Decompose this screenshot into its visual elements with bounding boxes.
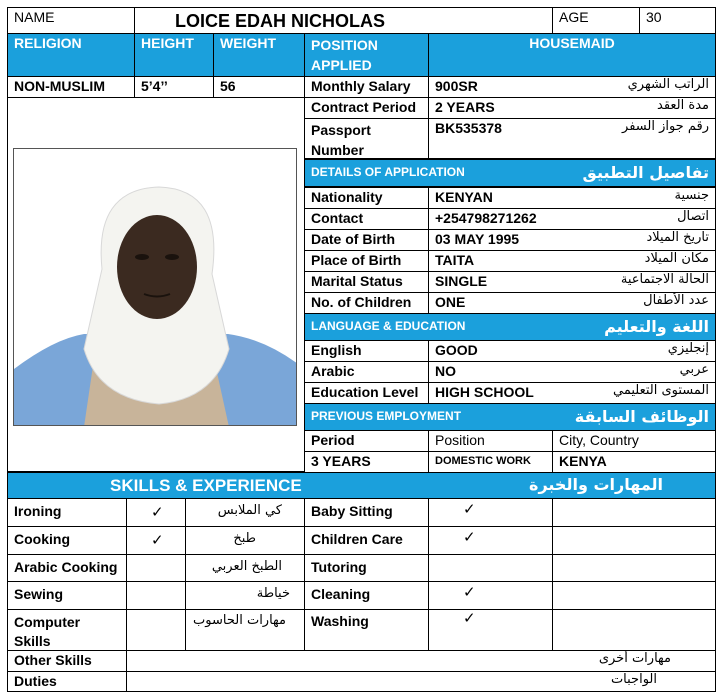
nationality-arabic-cell: جنسية xyxy=(552,187,716,209)
skills-section-header xyxy=(7,472,716,499)
skill-computer-arabic: مهارات الحاسوب xyxy=(185,609,305,651)
name-label: NAME xyxy=(14,9,55,25)
children-label-cell: No. of Children xyxy=(304,292,429,314)
skill-childrencare-extra xyxy=(552,526,716,555)
position-header-cell: Position xyxy=(428,430,553,452)
applicant-name: LOICE EDAH NICHOLAS xyxy=(175,11,386,31)
skill-cleaning-extra xyxy=(552,581,716,610)
education-arabic-cell: المستوى التعليمي xyxy=(552,382,716,404)
weight-header: WEIGHT xyxy=(213,33,305,77)
dob-value-cell: 03 MAY 1995 xyxy=(428,229,553,251)
other-skills-label: Other Skills xyxy=(7,650,127,672)
weight-value: 56 xyxy=(220,78,236,94)
skills-title: SKILLS & EXPERIENCE xyxy=(110,476,302,495)
dob-arabic-cell: تاريخ الميلاد xyxy=(552,229,716,251)
skill-ironing-arabic: كي الملابس xyxy=(185,498,305,527)
skill-cooking-check: ✓ xyxy=(126,526,186,555)
other-skills-value: مهارات أخرى xyxy=(126,650,716,672)
skill-sewing-check xyxy=(126,581,186,610)
marital-label-cell: Marital Status xyxy=(304,271,429,293)
skill-tutoring-check xyxy=(428,554,553,582)
applicant-photo-image xyxy=(14,149,297,426)
age-value: 30 xyxy=(646,9,662,25)
duties-label: Duties xyxy=(7,671,127,692)
skill-babysitting-extra xyxy=(552,498,716,527)
contact-arabic-cell: اتصال xyxy=(552,208,716,230)
position-value: HOUSEMAID xyxy=(529,35,615,51)
name-value-cell xyxy=(134,7,553,34)
arabic-lang-arabic-cell: عربي xyxy=(552,361,716,383)
skill-washing-label: Washing xyxy=(304,609,429,651)
contract-period-arabic-cell: مدة العقد xyxy=(552,97,716,119)
details-title: DETAILS OF APPLICATION xyxy=(311,165,465,180)
skill-arabic-cooking-label: Arabic Cooking xyxy=(7,554,127,582)
skills-title-arabic: المهارات والخبرة xyxy=(529,475,664,494)
arabic-lang-value-cell: NO xyxy=(428,361,553,383)
period-header-cell: Period xyxy=(304,430,429,452)
passport-value-cell: BK535378 xyxy=(428,118,553,159)
salary-value-cell: 900SR xyxy=(428,76,553,98)
marital-arabic-cell: الحالة الاجتماعية xyxy=(552,271,716,293)
children-arabic-cell: عدد الأطفال xyxy=(552,292,716,314)
skill-washing-extra xyxy=(552,609,716,651)
applicant-photo xyxy=(13,148,297,426)
age-label-cell xyxy=(552,7,640,34)
salary-arabic-cell: الراتب الشهري xyxy=(552,76,716,98)
skill-computer-check xyxy=(126,609,186,651)
marital-value-cell: SINGLE xyxy=(428,271,553,293)
english-value-cell: GOOD xyxy=(428,340,553,362)
skill-arabic-cooking-check xyxy=(126,554,186,582)
skill-ironing-check: ✓ xyxy=(126,498,186,527)
pob-value-cell: TAITA xyxy=(428,250,553,272)
english-arabic-cell: إنجليزي xyxy=(552,340,716,362)
education-value-cell: HIGH SCHOOL xyxy=(428,382,553,404)
employment-title: PREVIOUS EMPLOYMENT xyxy=(311,409,462,424)
skill-sewing-arabic: خياطة xyxy=(185,581,305,610)
duties-value: الواجبات xyxy=(126,671,716,692)
education-label-cell: Education Level xyxy=(304,382,429,404)
skill-tutoring-extra xyxy=(552,554,716,582)
dob-label-cell: Date of Birth xyxy=(304,229,429,251)
skill-washing-check: ✓ xyxy=(428,609,553,651)
skill-babysitting-label: Baby Sitting xyxy=(304,498,429,527)
language-title: LANGUAGE & EDUCATION xyxy=(311,319,466,334)
skill-computer-label: Computer Skills xyxy=(7,609,127,651)
height-header: HEIGHT xyxy=(134,33,214,77)
employment-title-arabic: الوظائف السابقة xyxy=(574,406,709,426)
location-value-cell: KENYA xyxy=(552,451,716,473)
position-value-cell: DOMESTIC WORK xyxy=(428,451,553,473)
salary-label-cell: Monthly Salary xyxy=(304,76,429,98)
passport-arabic-cell: رقم جواز السفر xyxy=(552,118,716,159)
position-value-header xyxy=(428,33,716,77)
religion-value: NON-MUSLIM xyxy=(14,78,105,94)
name-label-cell xyxy=(7,7,135,34)
contact-value-cell: +254798271262 xyxy=(428,208,553,230)
weight-value-cell xyxy=(213,76,305,98)
age-value-cell xyxy=(639,7,716,34)
skill-ironing-label: Ironing xyxy=(7,498,127,527)
children-value-cell: ONE xyxy=(428,292,553,314)
location-header-cell: City, Country xyxy=(552,430,716,452)
skill-tutoring-label: Tutoring xyxy=(304,554,429,582)
skill-childrencare-check: ✓ xyxy=(428,526,553,555)
employment-section-header xyxy=(304,403,716,431)
religion-value-cell xyxy=(7,76,135,98)
language-section-header xyxy=(304,313,716,341)
contract-period-value-cell: 2 YEARS xyxy=(428,97,553,119)
height-value-cell xyxy=(134,76,214,98)
skill-cleaning-label: Cleaning xyxy=(304,581,429,610)
skill-babysitting-check: ✓ xyxy=(428,498,553,527)
details-section-header xyxy=(304,159,716,187)
nationality-value-cell: KENYAN xyxy=(428,187,553,209)
pob-arabic-cell: مكان الميلاد xyxy=(552,250,716,272)
skill-cleaning-check: ✓ xyxy=(428,581,553,610)
english-label-cell: English xyxy=(304,340,429,362)
religion-header: RELIGION xyxy=(7,33,135,77)
pob-label-cell: Place of Birth xyxy=(304,250,429,272)
language-title-arabic: اللغة والتعليم xyxy=(604,316,709,336)
skill-cooking-arabic: طبخ xyxy=(185,526,305,555)
arabic-lang-label-cell: Arabic xyxy=(304,361,429,383)
details-title-arabic: تفاصيل التطبيق xyxy=(582,162,709,182)
skill-cooking-label: Cooking xyxy=(7,526,127,555)
age-label: AGE xyxy=(559,9,589,25)
nationality-label-cell: Nationality xyxy=(304,187,429,209)
height-value: 5’4’’ xyxy=(141,78,168,94)
period-value-cell: 3 YEARS xyxy=(304,451,429,473)
skill-arabic-cooking-arabic: الطبخ العربي xyxy=(185,554,305,582)
contract-period-label-cell: Contract Period xyxy=(304,97,429,119)
position-applied-header: POSITION APPLIED xyxy=(304,33,429,77)
contact-label-cell: Contact xyxy=(304,208,429,230)
skill-sewing-label: Sewing xyxy=(7,581,127,610)
passport-label-cell: Passport Number xyxy=(304,118,429,159)
skill-childrencare-label: Children Care xyxy=(304,526,429,555)
